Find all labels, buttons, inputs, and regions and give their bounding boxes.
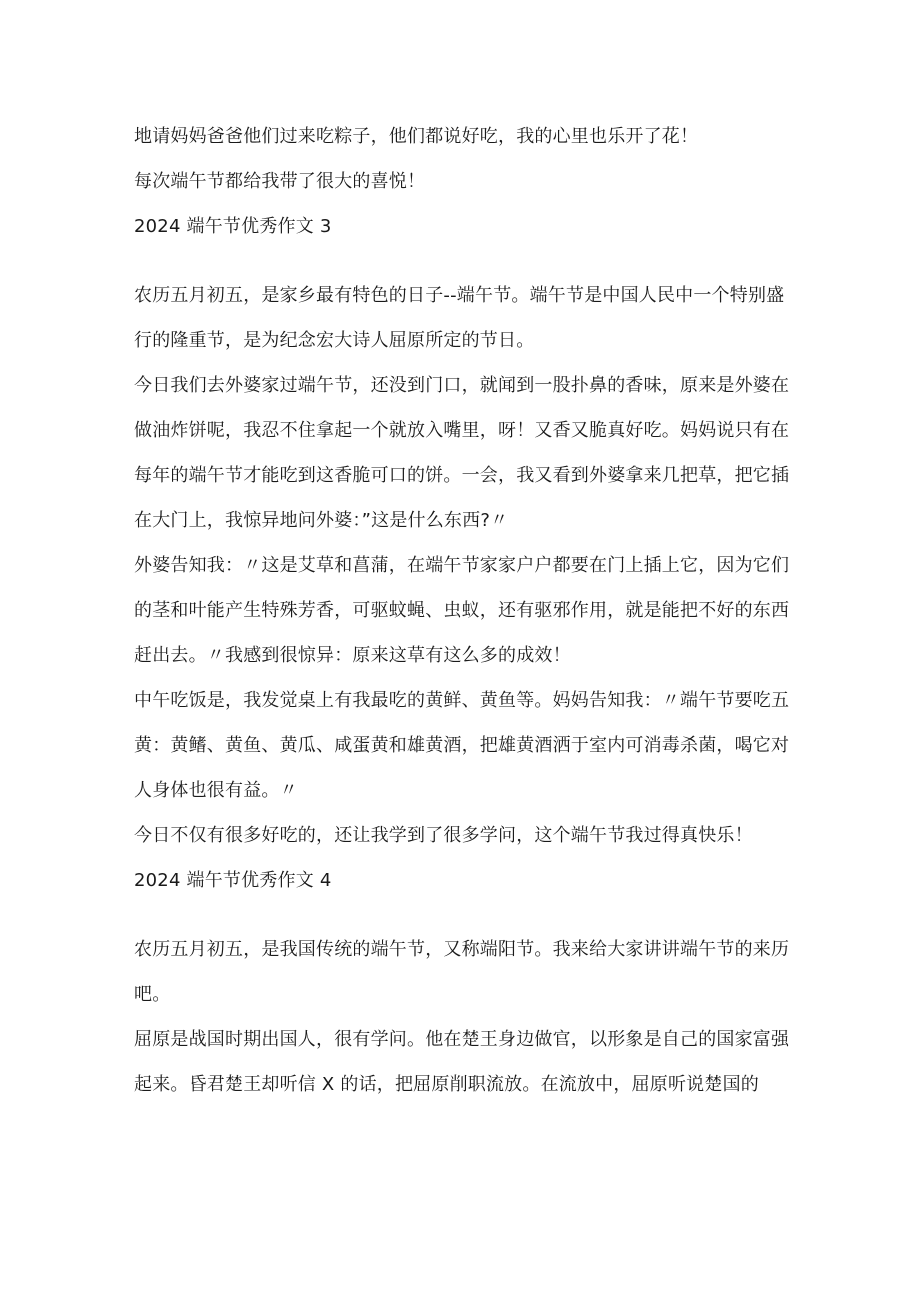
paragraph: 今日我们去外婆家过端午节，还没到门口，就闻到一股扑鼻的香味，原来是外婆在做油炸饼呢，我忍不住拿起一个就放入嘴里，呀！又香又脆真好吃。妈妈说只有在每年的端午节才能吃到这香脆可口的饼。一会，我又看到外婆拿来几把草，把它插在大门上，我惊异地问外婆：”这是什么东西?〃	[134, 375, 790, 531]
spacer	[134, 249, 794, 273]
section-heading: 2024 端午节优秀作文 4	[134, 870, 332, 891]
paragraph: 农历五月初五，是家乡最有特色的日子--端午节。端午节是中国人民中一个特别盛行的隆重节，是为纪念宏大诗人屈原所定的节日。	[134, 285, 785, 351]
spacer	[134, 903, 794, 927]
paragraph: 屈原是战国时期出国人，很有学问。他在楚王身边做官，以形象是自己的国家富强起来。昏君楚王却听信 X 的话，把屈原削职流放。在流放中，屈原听说楚国的	[134, 1029, 790, 1095]
paragraph: 外婆告知我：〃这是艾草和菖蒲，在端午节家家户户都要在门上插上它，因为它们的茎和叶能产生特殊芳香，可驱蚊蝇、虫蚁，还有驱邪作用，就是能把不好的东西赶出去。〃我感到很惊异：原来这草有这么多的成效！	[134, 555, 790, 666]
paragraph: 地请妈妈爸爸他们过来吃粽子，他们都说好吃，我的心里也乐开了花！	[134, 126, 699, 147]
paragraph: 中午吃饭是，我发觉桌上有我最吃的黄鲜、黄鱼等。妈妈告知我：〃端午节要吃五黄：黄鳍、黄鱼、黄瓜、咸蛋黄和雄黄酒，把雄黄酒洒于室内可消毒杀菌，喝它对人身体也很有益。〃	[134, 690, 790, 801]
section-heading: 2024 端午节优秀作文 3	[134, 216, 332, 237]
paragraph: 农历五月初五，是我国传统的端午节，又称端阳节。我来给大家讲讲端午节的来历吧。	[134, 939, 790, 1005]
paragraph: 今日不仅有很多好吃的，还让我学到了很多学问，这个端午节我过得真快乐！	[134, 825, 753, 846]
document-body	[134, 114, 794, 1107]
paragraph: 每次端午节都给我带了很大的喜悦！	[134, 171, 426, 192]
